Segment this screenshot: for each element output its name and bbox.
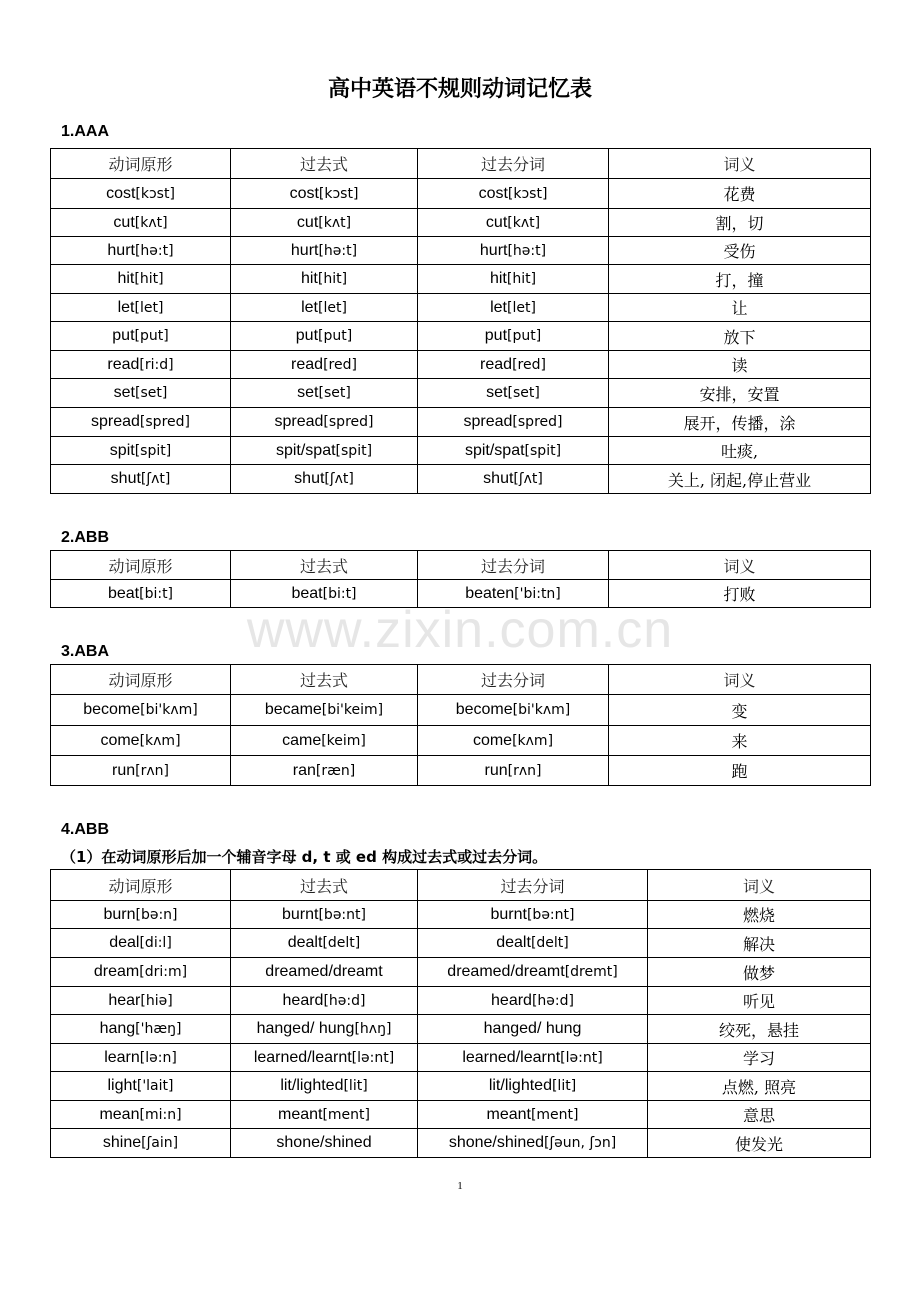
verb-table-aba	[50, 664, 871, 786]
meaning-cell: 割，切	[609, 209, 871, 237]
verb-word: hang	[99, 1020, 136, 1037]
past-participle-cell	[418, 756, 609, 786]
verb-word: cost	[106, 184, 136, 202]
verb-word: dreamed/dreamt	[447, 963, 565, 980]
past-tense-cell	[231, 379, 418, 408]
column-header-past-participle: 过去分词	[418, 870, 648, 901]
phonetic: [ment]	[322, 1106, 370, 1123]
table-header-row	[51, 149, 871, 179]
phonetic: [spit]	[134, 442, 172, 459]
watermark: www.zixin.com.cn	[246, 601, 674, 659]
verb-word: beat	[291, 584, 323, 602]
base-form-cell	[51, 179, 231, 209]
base-form-cell	[51, 408, 231, 437]
past-participle-cell	[418, 987, 648, 1015]
verb-word: let	[117, 298, 135, 316]
verb-word: became	[264, 701, 322, 718]
phonetic: [ʃəun, ʃɔn]	[544, 1135, 617, 1151]
meaning-cell: 学习	[648, 1044, 871, 1072]
past-tense-cell	[231, 351, 418, 379]
past-tense-cell	[231, 265, 418, 294]
verb-word: hurt	[107, 241, 135, 259]
verb-word: spread	[463, 413, 513, 430]
past-participle-cell	[418, 929, 648, 958]
past-tense-cell	[231, 209, 418, 237]
verb-word: let	[301, 298, 318, 316]
page-title: 高中英语不规则动词记忆表	[327, 77, 592, 102]
phonetic: [set]	[135, 385, 168, 401]
phonetic: [hə:t]	[507, 242, 547, 259]
base-form-cell	[51, 265, 231, 294]
past-tense-cell	[231, 929, 418, 958]
past-tense-cell	[231, 237, 418, 265]
phonetic: [set]	[507, 385, 540, 401]
phonetic: [dri:m]	[139, 964, 188, 980]
column-header-past-participle: 过去分词	[418, 665, 609, 695]
section-label: 2.ABB	[61, 529, 110, 546]
verb-word: set	[297, 384, 319, 401]
phonetic: [ʃʌt]	[324, 471, 354, 487]
table-header-row	[51, 551, 871, 580]
past-tense-cell	[231, 901, 418, 929]
past-participle-cell	[418, 1101, 648, 1129]
verb-word: shine	[102, 1134, 142, 1151]
meaning-cell: 来	[609, 726, 871, 756]
verb-word: meant	[486, 1105, 531, 1123]
verb-word: burn	[103, 905, 136, 923]
verb-word: set	[113, 384, 135, 401]
past-participle-cell	[418, 322, 609, 351]
meaning-cell: 花费	[609, 179, 871, 209]
phonetic: [delt]	[322, 935, 361, 951]
verb-word: dealt	[496, 934, 531, 951]
base-form-cell	[51, 1072, 231, 1101]
table-row	[51, 756, 871, 786]
verb-word: shut	[294, 470, 325, 487]
column-header-meaning: 词义	[648, 870, 871, 901]
meaning-cell: 读	[609, 351, 871, 379]
phonetic: [kʌt]	[318, 214, 352, 231]
verb-word: run	[112, 761, 136, 779]
past-participle-cell	[418, 901, 648, 929]
meaning-cell: 使发光	[648, 1129, 871, 1158]
base-form-cell	[51, 237, 231, 265]
phonetic: [spred]	[323, 414, 374, 430]
base-form-cell	[51, 379, 231, 408]
base-form-cell	[51, 1129, 231, 1158]
past-participle-cell	[418, 237, 609, 265]
phonetic: [bi'kʌm]	[140, 702, 198, 718]
base-form-cell	[51, 987, 231, 1015]
verb-word: hanged/ hung	[256, 1020, 355, 1037]
base-form-cell	[51, 726, 231, 756]
past-tense-cell	[231, 726, 418, 756]
past-tense-cell	[231, 1101, 418, 1129]
past-participle-cell	[418, 209, 609, 237]
verb-word: hanged/ hung	[483, 1020, 582, 1037]
verb-word: deal	[109, 934, 140, 951]
verb-word: cut	[485, 213, 508, 231]
table-row	[51, 351, 871, 379]
phonetic: [kɔst]	[507, 185, 548, 202]
verb-word: heard	[282, 991, 324, 1009]
phonetic: [kʌm]	[512, 732, 554, 749]
verb-word: lit/lighted	[280, 1077, 344, 1094]
phonetic: ['lait]	[136, 1078, 174, 1094]
verb-word: dream	[93, 963, 140, 980]
phonetic: [mi:n]	[139, 1106, 182, 1123]
table-row	[51, 237, 871, 265]
phonetic: [lit]	[551, 1078, 577, 1094]
verb-word: beaten	[465, 584, 515, 602]
phonetic: [bə:n]	[135, 906, 178, 923]
phonetic: [hit]	[134, 271, 164, 287]
base-form-cell	[51, 958, 231, 987]
verb-table-abb	[50, 550, 871, 608]
past-participle-cell	[418, 1044, 648, 1072]
phonetic: [put]	[507, 328, 542, 344]
base-form-cell	[51, 437, 231, 465]
phonetic: [lit]	[343, 1078, 368, 1094]
past-tense-cell	[231, 465, 418, 494]
past-tense-cell	[231, 1044, 418, 1072]
table-row	[51, 958, 871, 987]
verb-word: spread	[274, 413, 324, 430]
section-label: 3.ABA	[61, 643, 110, 660]
verb-word: come	[472, 731, 513, 749]
verb-word: mean	[99, 1105, 140, 1123]
past-participle-cell	[418, 958, 648, 987]
past-tense-cell	[231, 322, 418, 351]
verb-word: learned/learnt	[462, 1048, 561, 1066]
phonetic: [red]	[323, 356, 357, 373]
table-row	[51, 265, 871, 294]
meaning-cell: 放下	[609, 322, 871, 351]
verb-word: heard	[491, 991, 532, 1009]
verb-word: burnt	[282, 905, 319, 923]
table-row	[51, 929, 871, 958]
past-participle-cell	[418, 437, 609, 465]
verb-word: hit	[489, 270, 507, 287]
phonetic: [let]	[317, 299, 347, 316]
base-form-cell	[51, 465, 231, 494]
phonetic: [hit]	[317, 271, 348, 287]
phonetic: [ræn]	[315, 762, 356, 779]
section-label: 1.AAA	[61, 123, 110, 140]
past-participle-cell	[418, 179, 609, 209]
phonetic: [bi'keim]	[321, 702, 384, 718]
meaning-cell: 展开，传播，涂	[609, 408, 871, 437]
table-row	[51, 294, 871, 322]
verb-word: learn	[104, 1048, 140, 1066]
verb-word: spread	[91, 413, 140, 430]
table-header-row	[51, 870, 871, 901]
table-row	[51, 580, 871, 608]
column-header-past-participle: 过去分词	[418, 149, 609, 179]
past-participle-cell	[418, 465, 609, 494]
section-note: （1）在动词原形后加一个辅音字母 d, t 或 ed 构成过去式或过去分词。	[61, 848, 548, 866]
past-participle-cell	[418, 1072, 648, 1101]
phonetic: [kʌt]	[507, 214, 541, 231]
base-form-cell	[51, 756, 231, 786]
verb-word: cut	[296, 213, 319, 231]
phonetic: [put]	[134, 328, 169, 344]
table-row	[51, 1044, 871, 1072]
past-participle-cell	[418, 294, 609, 322]
verb-word: shone/shined	[448, 1134, 545, 1151]
phonetic: [ʃʌt]	[513, 471, 543, 487]
verb-word: become	[83, 701, 141, 718]
past-participle-cell	[418, 1129, 648, 1158]
phonetic: [spred]	[512, 414, 563, 430]
phonetic: [bi:t]	[322, 585, 357, 602]
phonetic: [spred]	[139, 414, 190, 430]
meaning-cell: 意思	[648, 1101, 871, 1129]
past-tense-cell	[231, 179, 418, 209]
column-header-past-tense: 过去式	[231, 870, 418, 901]
phonetic: [bə:nt]	[318, 906, 366, 923]
phonetic: [ʃʌt]	[140, 471, 171, 487]
phonetic: [ri:d]	[139, 356, 174, 373]
phonetic: [lə:n]	[139, 1049, 177, 1066]
meaning-cell: 安排，安置	[609, 379, 871, 408]
column-header-base-form: 动词原形	[51, 551, 231, 580]
meaning-cell: 解决	[648, 929, 871, 958]
table-row	[51, 901, 871, 929]
past-tense-cell	[231, 437, 418, 465]
phonetic: [kʌt]	[134, 214, 168, 231]
phonetic: [hiə]	[140, 992, 173, 1009]
phonetic: [rʌn]	[507, 762, 542, 779]
meaning-cell: 受伤	[609, 237, 871, 265]
table-row	[51, 379, 871, 408]
table-row	[51, 465, 871, 494]
verb-table-aaa	[50, 148, 871, 494]
phonetic: ['bi:tn]	[514, 585, 561, 602]
phonetic: [kɔst]	[135, 185, 175, 202]
verb-word: come	[100, 731, 140, 749]
phonetic: [hʌŋ]	[354, 1021, 392, 1037]
column-header-past-tense: 过去式	[231, 551, 418, 580]
past-tense-cell	[231, 1072, 418, 1101]
table-row	[51, 1072, 871, 1101]
verb-word: shut	[110, 470, 141, 487]
table-row	[51, 179, 871, 209]
verb-word: came	[282, 731, 322, 749]
verb-word: ran	[292, 761, 316, 779]
past-tense-cell	[231, 294, 418, 322]
table-row	[51, 209, 871, 237]
base-form-cell	[51, 1101, 231, 1129]
verb-word: learned/learnt	[253, 1048, 352, 1066]
phonetic: [kɔst]	[318, 185, 359, 202]
meaning-cell: 关上, 闭起,停止营业	[609, 465, 871, 494]
past-tense-cell	[231, 580, 418, 608]
phonetic: [red]	[512, 356, 546, 373]
meaning-cell: 变	[609, 695, 871, 726]
phonetic: [dremt]	[564, 964, 618, 980]
table-row	[51, 1129, 871, 1158]
phonetic: [hə:d]	[323, 992, 366, 1009]
phonetic: [put]	[318, 328, 353, 344]
verb-word: hit	[300, 270, 318, 287]
verb-word: shone/shined	[276, 1134, 372, 1151]
phonetic: [hə:d]	[531, 992, 574, 1009]
phonetic: [set]	[318, 385, 351, 401]
table-row	[51, 437, 871, 465]
base-form-cell	[51, 929, 231, 958]
verb-word: spit/spat	[464, 441, 525, 459]
verb-word: hurt	[290, 241, 319, 259]
column-header-past-participle: 过去分词	[418, 551, 609, 580]
table-row	[51, 726, 871, 756]
column-header-past-tense: 过去式	[231, 149, 418, 179]
column-header-base-form: 动词原形	[51, 870, 231, 901]
verb-word: read	[480, 355, 513, 373]
column-header-meaning: 词义	[609, 149, 871, 179]
meaning-cell: 跑	[609, 756, 871, 786]
meaning-cell: 燃烧	[648, 901, 871, 929]
verb-word: burnt	[490, 905, 527, 923]
phonetic: [spit]	[335, 442, 373, 459]
verb-word: put	[112, 327, 135, 344]
verb-word: put	[295, 327, 319, 344]
verb-word: run	[484, 761, 508, 779]
meaning-cell: 听见	[648, 987, 871, 1015]
table-row	[51, 1015, 871, 1044]
past-participle-cell	[418, 1015, 648, 1044]
phonetic: [delt]	[530, 935, 569, 951]
phonetic: [hit]	[506, 271, 537, 287]
table-header-row	[51, 665, 871, 695]
phonetic: ['hæŋ]	[135, 1021, 182, 1037]
phonetic: [keim]	[321, 732, 366, 749]
past-tense-cell	[231, 958, 418, 987]
column-header-meaning: 词义	[609, 665, 871, 695]
meaning-cell: 打，撞	[609, 265, 871, 294]
verb-word: beat	[107, 584, 140, 602]
column-header-past-tense: 过去式	[231, 665, 418, 695]
table-row	[51, 322, 871, 351]
base-form-cell	[51, 351, 231, 379]
verb-word: hear	[108, 991, 141, 1009]
verb-word: hit	[117, 270, 135, 287]
meaning-cell: 绞死，悬挂	[648, 1015, 871, 1044]
verb-word: shut	[483, 470, 514, 487]
past-participle-cell	[418, 351, 609, 379]
base-form-cell	[51, 1015, 231, 1044]
phonetic: [di:l]	[139, 935, 172, 951]
base-form-cell	[51, 294, 231, 322]
verb-word: dealt	[287, 934, 323, 951]
base-form-cell	[51, 901, 231, 929]
meaning-cell: 点燃, 照亮	[648, 1072, 871, 1101]
section-label: 4.ABB	[61, 821, 110, 838]
verb-word: spit	[109, 441, 135, 459]
past-participle-cell	[418, 265, 609, 294]
verb-word: meant	[277, 1105, 323, 1123]
past-participle-cell	[418, 726, 609, 756]
phonetic: [hə:t]	[134, 242, 174, 259]
table-row	[51, 987, 871, 1015]
verb-word: read	[291, 355, 324, 373]
verb-word: cut	[113, 213, 135, 231]
past-participle-cell	[418, 695, 609, 726]
verb-word: light	[107, 1077, 137, 1094]
past-tense-cell	[231, 1015, 418, 1044]
column-header-meaning: 词义	[609, 551, 871, 580]
verb-word: lit/lighted	[488, 1077, 552, 1094]
phonetic: [lə:nt]	[351, 1049, 395, 1066]
verb-word: read	[107, 355, 140, 373]
phonetic: [let]	[506, 299, 536, 316]
verb-word: hurt	[479, 241, 508, 259]
phonetic: [bə:nt]	[526, 906, 575, 923]
table-row	[51, 695, 871, 726]
past-participle-cell	[418, 580, 609, 608]
phonetic: [rʌn]	[135, 762, 169, 779]
verb-word: spit/spat	[275, 441, 336, 459]
verb-word: cost	[289, 184, 319, 202]
column-header-base-form: 动词原形	[51, 665, 231, 695]
table-row	[51, 408, 871, 437]
past-participle-cell	[418, 379, 609, 408]
verb-word: dreamed/dreamt	[265, 963, 383, 980]
phonetic: [bi'kʌm]	[512, 702, 571, 718]
verb-table-abb-d-t-ed	[50, 869, 871, 1158]
phonetic: [let]	[134, 299, 164, 316]
phonetic: [bi:t]	[139, 585, 174, 602]
base-form-cell	[51, 209, 231, 237]
base-form-cell	[51, 1044, 231, 1072]
phonetic: [spit]	[524, 442, 562, 459]
past-tense-cell	[231, 987, 418, 1015]
past-tense-cell	[231, 756, 418, 786]
phonetic: [kʌm]	[139, 732, 181, 749]
column-header-base-form: 动词原形	[51, 149, 231, 179]
phonetic: [hə:t]	[318, 242, 358, 259]
base-form-cell	[51, 580, 231, 608]
base-form-cell	[51, 322, 231, 351]
phonetic: [ment]	[530, 1106, 579, 1123]
past-tense-cell	[231, 1129, 418, 1158]
verb-word: set	[486, 384, 508, 401]
verb-word: cost	[478, 184, 508, 202]
phonetic: [lə:nt]	[560, 1049, 603, 1066]
meaning-cell: 做梦	[648, 958, 871, 987]
base-form-cell	[51, 695, 231, 726]
past-participle-cell	[418, 408, 609, 437]
verb-word: let	[490, 298, 507, 316]
meaning-cell: 让	[609, 294, 871, 322]
verb-word: put	[484, 327, 508, 344]
past-tense-cell	[231, 408, 418, 437]
meaning-cell: 吐痰,	[609, 437, 871, 465]
past-tense-cell	[231, 695, 418, 726]
meaning-cell: 打败	[609, 580, 871, 608]
page-number: 1	[457, 1180, 463, 1192]
phonetic: [ʃain]	[141, 1135, 179, 1151]
table-row	[51, 1101, 871, 1129]
verb-word: become	[455, 701, 513, 718]
